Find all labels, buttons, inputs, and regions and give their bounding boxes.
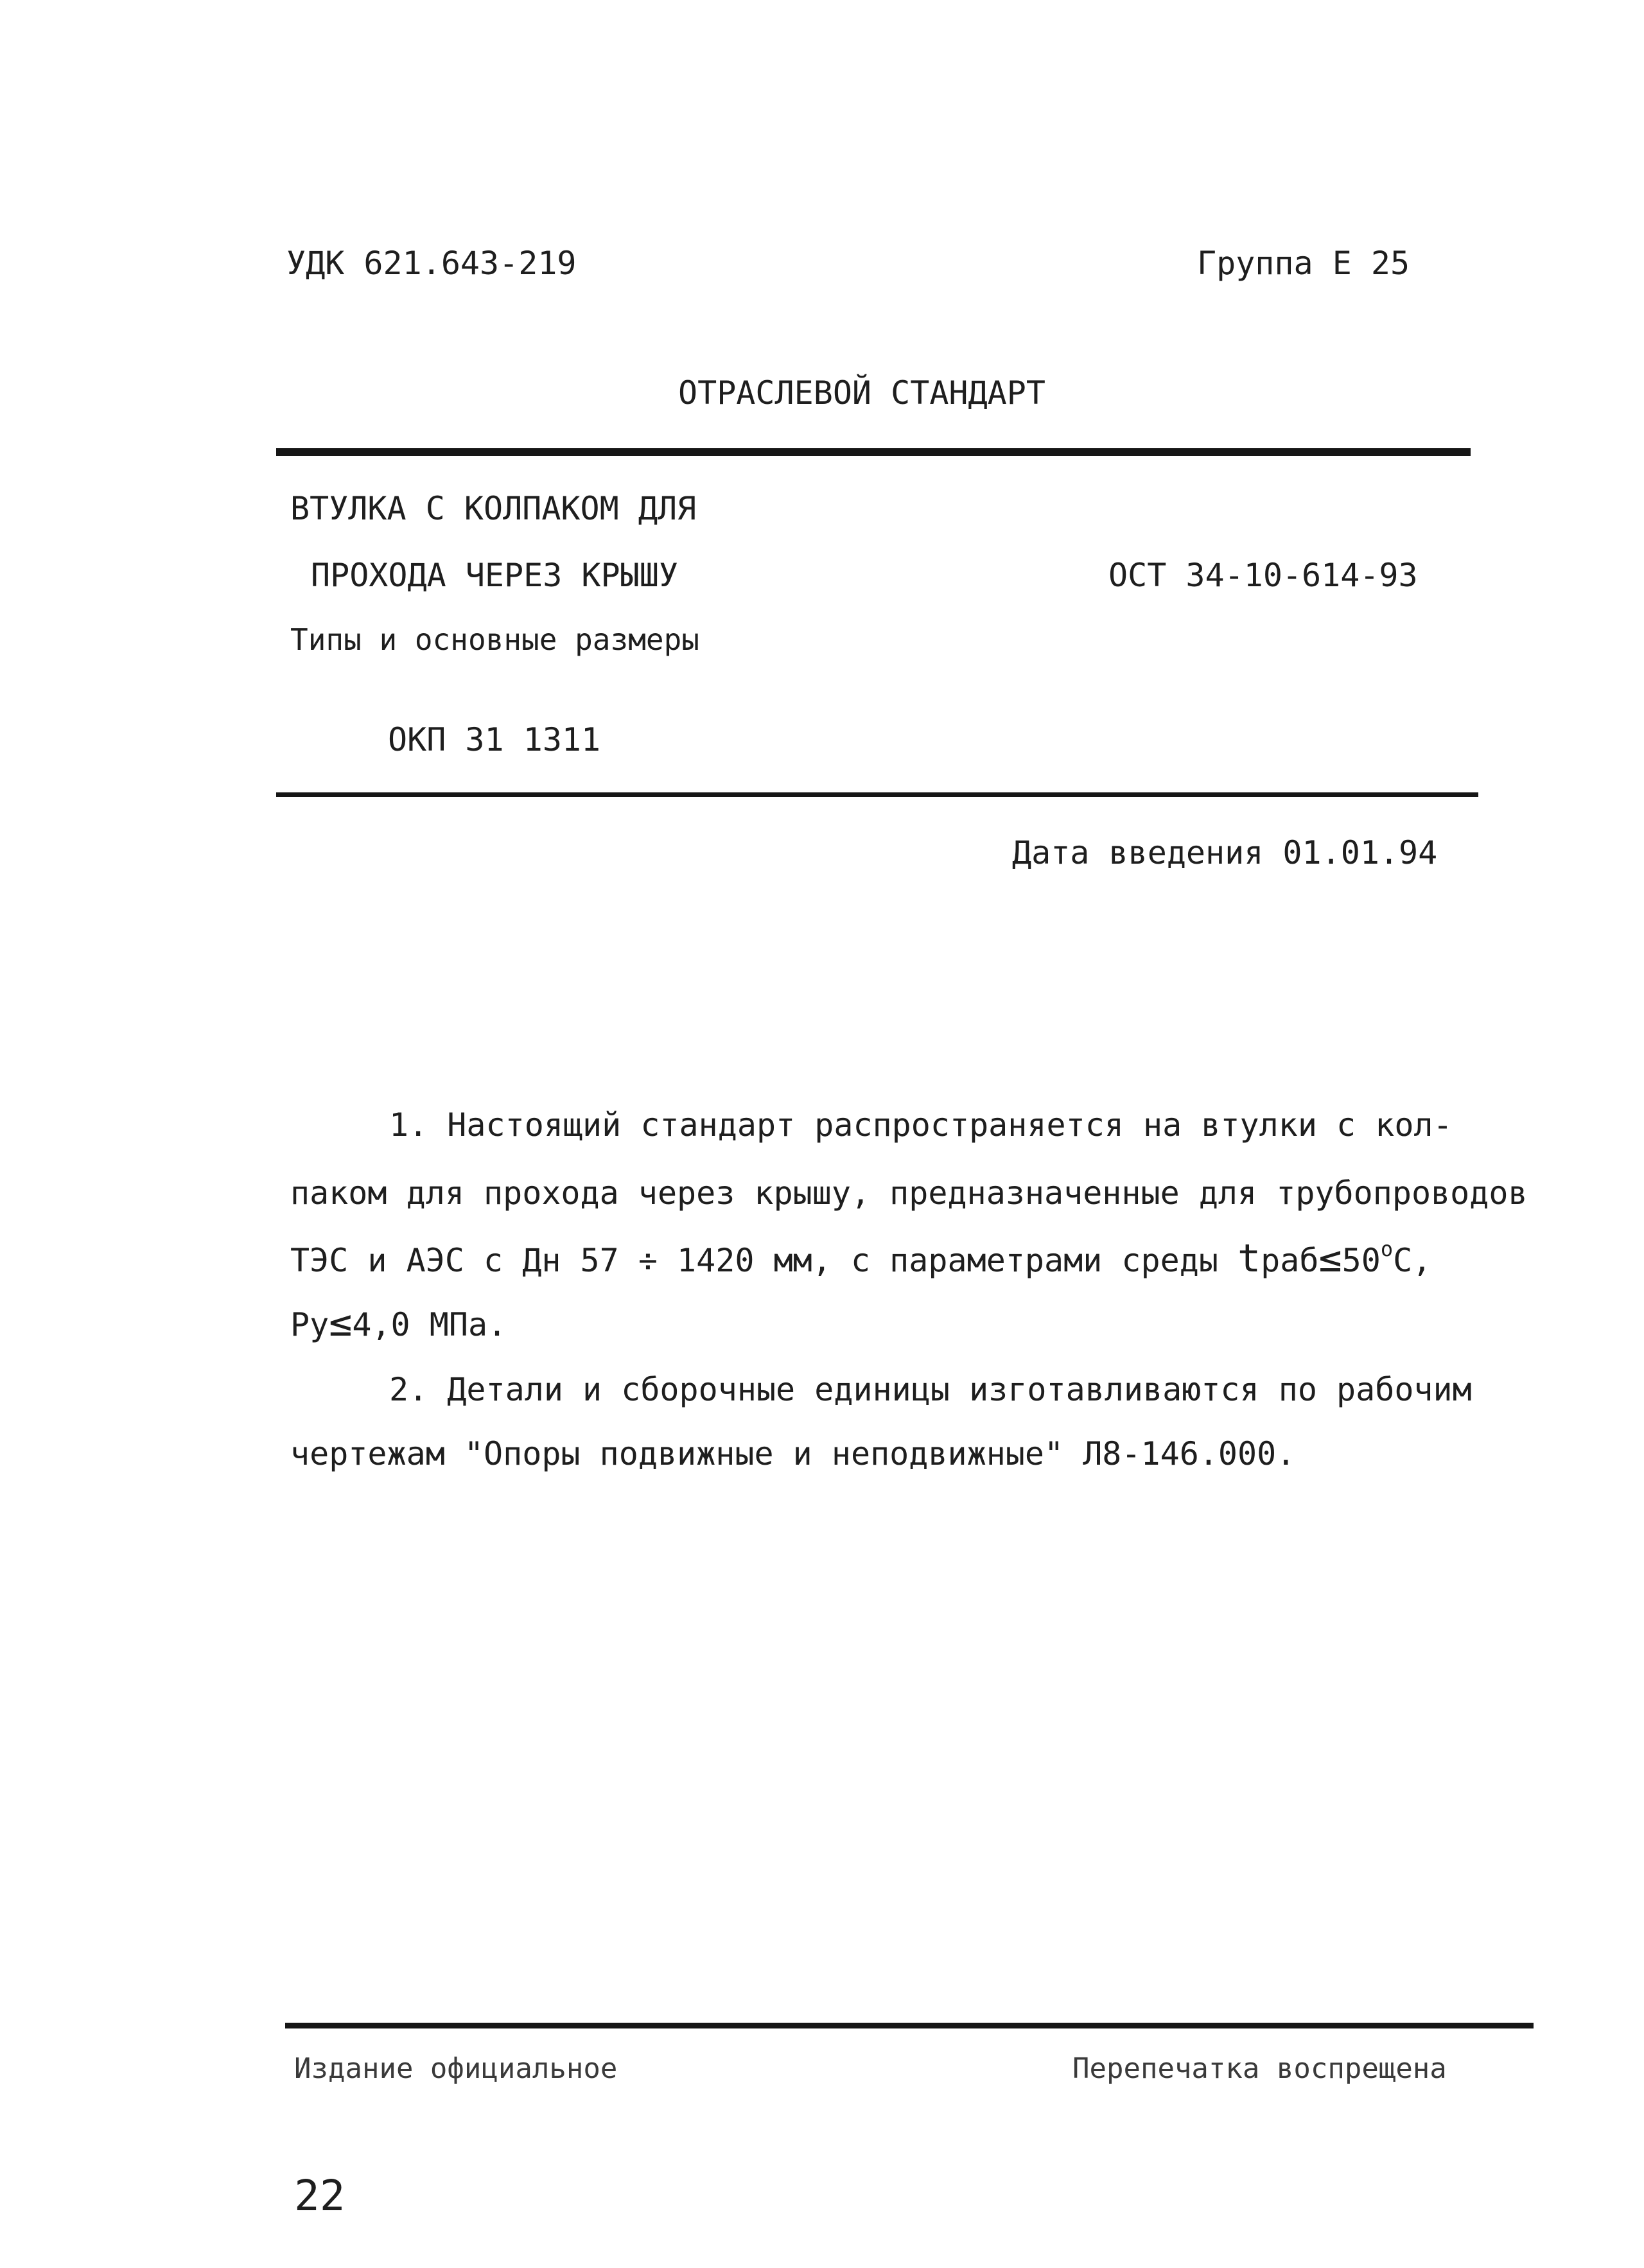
temperature-unit: С, (1393, 1242, 1432, 1279)
title-line-2: ПРОХОДА ЧЕРЕЗ КРЫШУ (311, 557, 678, 594)
paragraph-1-line-3-text: ТЭС и АЭС с Дн 57 ÷ 1420 мм, с параметрами среды (290, 1242, 1218, 1279)
title-bottom-rule (276, 792, 1478, 797)
paragraph-1-line-2: паком для прохода через крышу, предназначенные для трубопроводов (290, 1174, 1528, 1212)
page-number: 22 (294, 2171, 345, 2220)
title-line-1: ВТУЛКА С КОЛПАКОМ ДЛЯ (290, 490, 697, 527)
paragraph-2-line-1: 2. Детали и сборочные единицы изготавливаются по рабочим (389, 1371, 1472, 1408)
pressure-value: 4,0 МПа. (352, 1306, 507, 1343)
temperature-value: 50 (1342, 1242, 1381, 1279)
udk-code: УДК 621.643-219 (286, 245, 577, 282)
pressure-symbol: Ру (290, 1306, 329, 1343)
footer-rule (285, 2023, 1534, 2028)
degree-mark: о (1380, 1237, 1394, 1262)
paragraph-1-line-4 (290, 1300, 507, 1345)
group-code: Группа Е 25 (1197, 245, 1410, 282)
footer-left-note: Издание официальное (294, 2052, 618, 2085)
standard-code: ОСТ 34-10-614-93 (1108, 557, 1418, 594)
title-line-3: Типы и основные размеры (290, 622, 699, 657)
top-thick-rule (276, 448, 1471, 456)
introduction-date: Дата введения 01.01.94 (1012, 834, 1438, 871)
less-equal-symbol-2: ≤ (329, 1300, 353, 1345)
less-equal-symbol-1: ≤ (1318, 1236, 1342, 1281)
okp-code: ОКП 31 1311 (388, 721, 601, 758)
temperature-subscript: раб (1261, 1242, 1319, 1279)
paragraph-2-line-2: чертежам "Опоры подвижные и неподвижные" Л8-146.000. (290, 1435, 1296, 1472)
paragraph-1-line-1: 1. Настоящий стандарт распространяется на втулки с кол- (389, 1106, 1453, 1144)
paragraph-1-line-3 (290, 1236, 1432, 1281)
temperature-symbol: t (1237, 1236, 1261, 1281)
standard-type: ОТРАСЛЕВОЙ СТАНДАРТ (678, 374, 1045, 412)
footer-right-note: Перепечатка воспрещена (1072, 2052, 1447, 2085)
